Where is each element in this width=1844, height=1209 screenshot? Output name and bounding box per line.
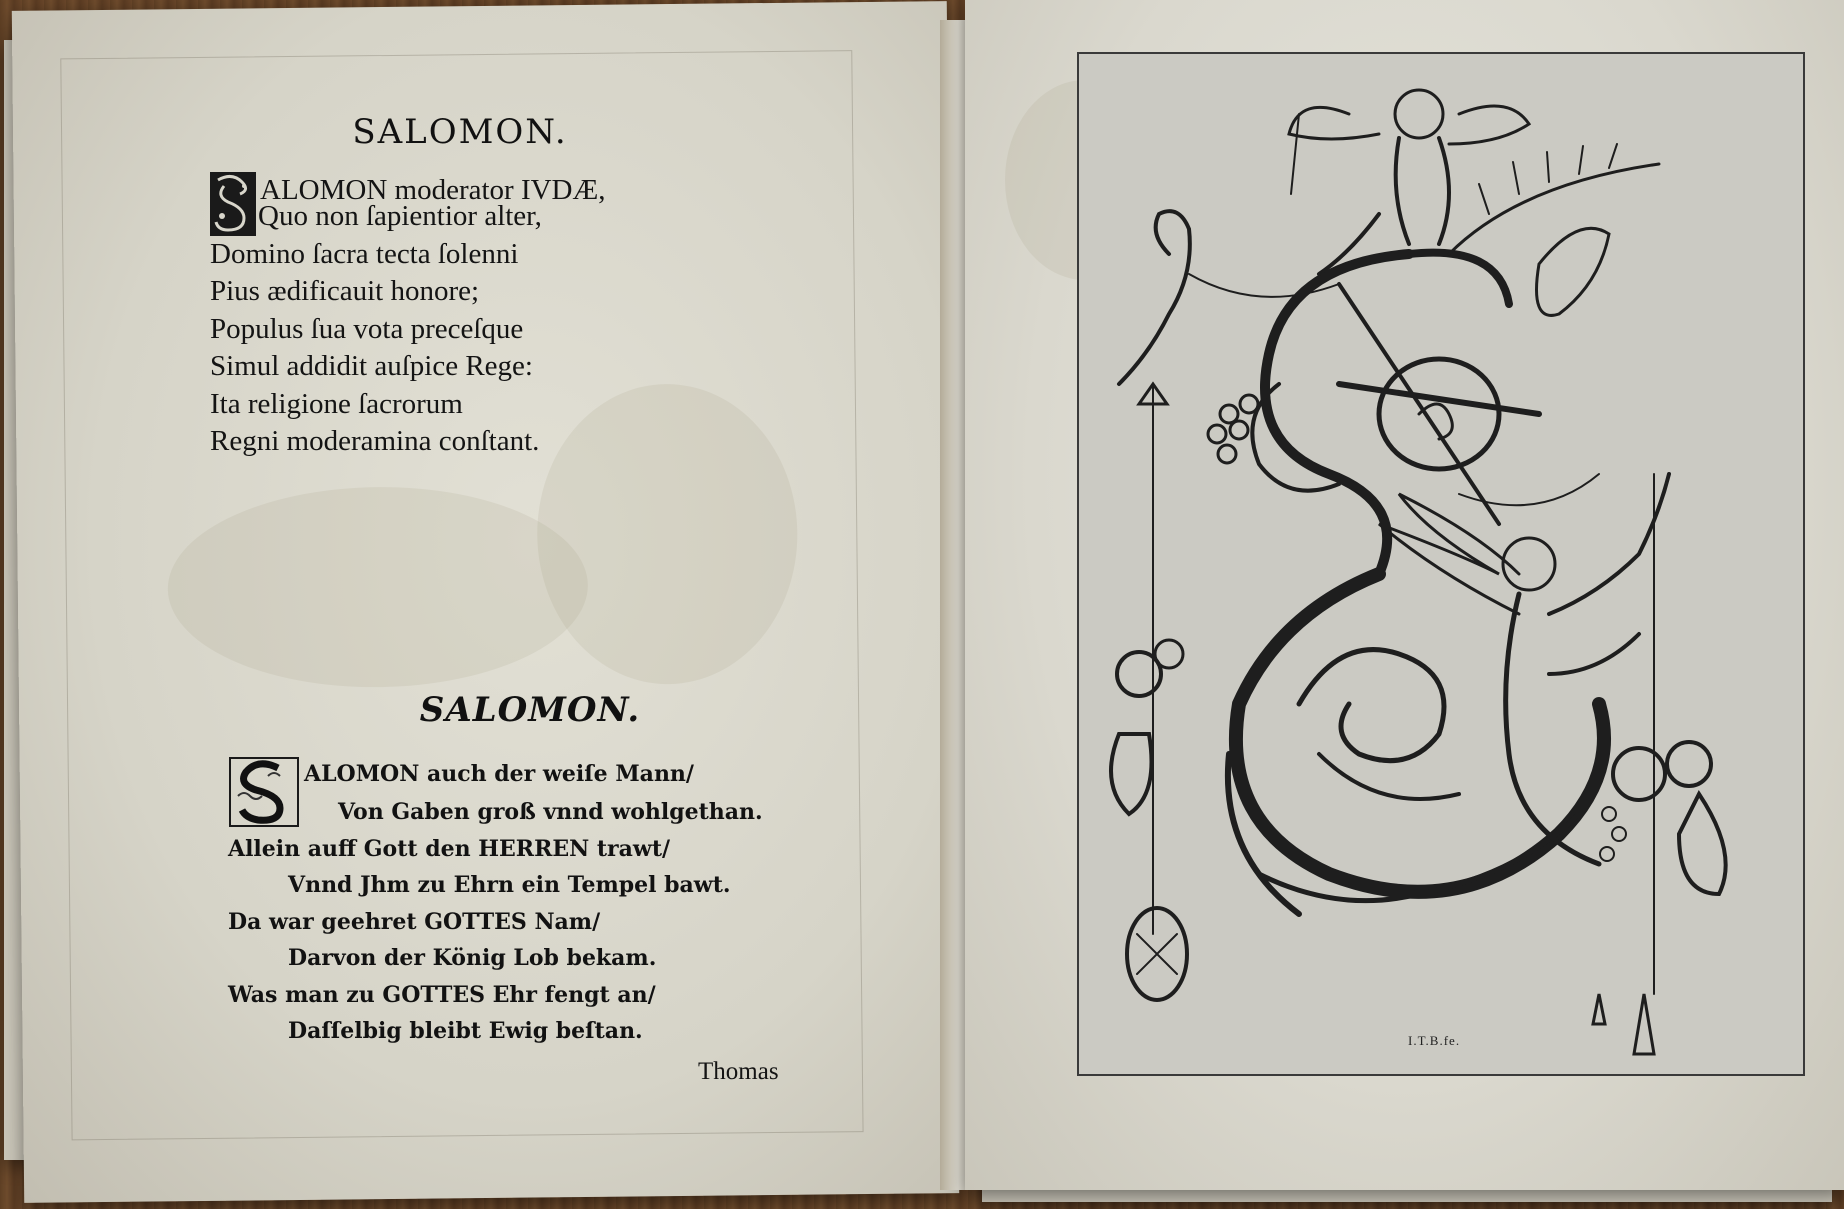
german-line-5: Da war geehret GOTTES Nam/ <box>228 908 601 935</box>
engraver-monogram: I.T.B.fe. <box>1408 1033 1461 1048</box>
german-poem <box>228 756 788 1050</box>
latin-line-3: Domino ſacra tecta ſolenni <box>210 237 519 270</box>
german-line-7: Was man zu GOTTES Ehr fengt an/ <box>228 981 656 1008</box>
latin-line-6: Simul addidit auſpice Rege: <box>210 350 533 382</box>
latin-poem <box>210 172 770 461</box>
german-line-4: Vnnd Jhm zu Ehrn ein Tempel bawt. <box>288 872 731 898</box>
german-line-8: Daſſelbig bleibt Ewig beſtan. <box>288 1018 643 1044</box>
latin-line-8: Regni moderamina conſtant. <box>210 425 540 457</box>
german-poem-title: SALOMON. <box>419 690 641 730</box>
latin-poem-title: SALOMON. <box>352 112 568 152</box>
german-line-3: Allein auff Gott den HERREN trawt/ <box>228 835 671 862</box>
decorated-initial-s-icon <box>228 756 300 828</box>
decorated-initial-s-icon <box>210 172 256 236</box>
german-line-2: Von Gaben groß vnnd wohlgethan. <box>338 799 763 825</box>
ornamental-engraving-plate <box>1077 52 1805 1076</box>
latin-line-2: Quo non ſapientior alter, <box>258 200 542 232</box>
engraved-ornamental-letter-s-icon <box>1079 54 1803 1074</box>
catchword: Thomas <box>698 1058 779 1085</box>
latin-line-5: Populus ſua vota preceſque <box>210 312 524 345</box>
german-line-6: Darvon der König Lob bekam. <box>288 945 657 971</box>
latin-line-7: Ita religione ſacrorum <box>210 387 463 420</box>
latin-line-4: Pius ædificauit honore; <box>210 275 480 307</box>
latin-line-text: ALOMON moderator IVDÆ, <box>260 174 606 206</box>
german-line-text: ALOMON auch der weiſe Mann/ <box>304 761 694 787</box>
